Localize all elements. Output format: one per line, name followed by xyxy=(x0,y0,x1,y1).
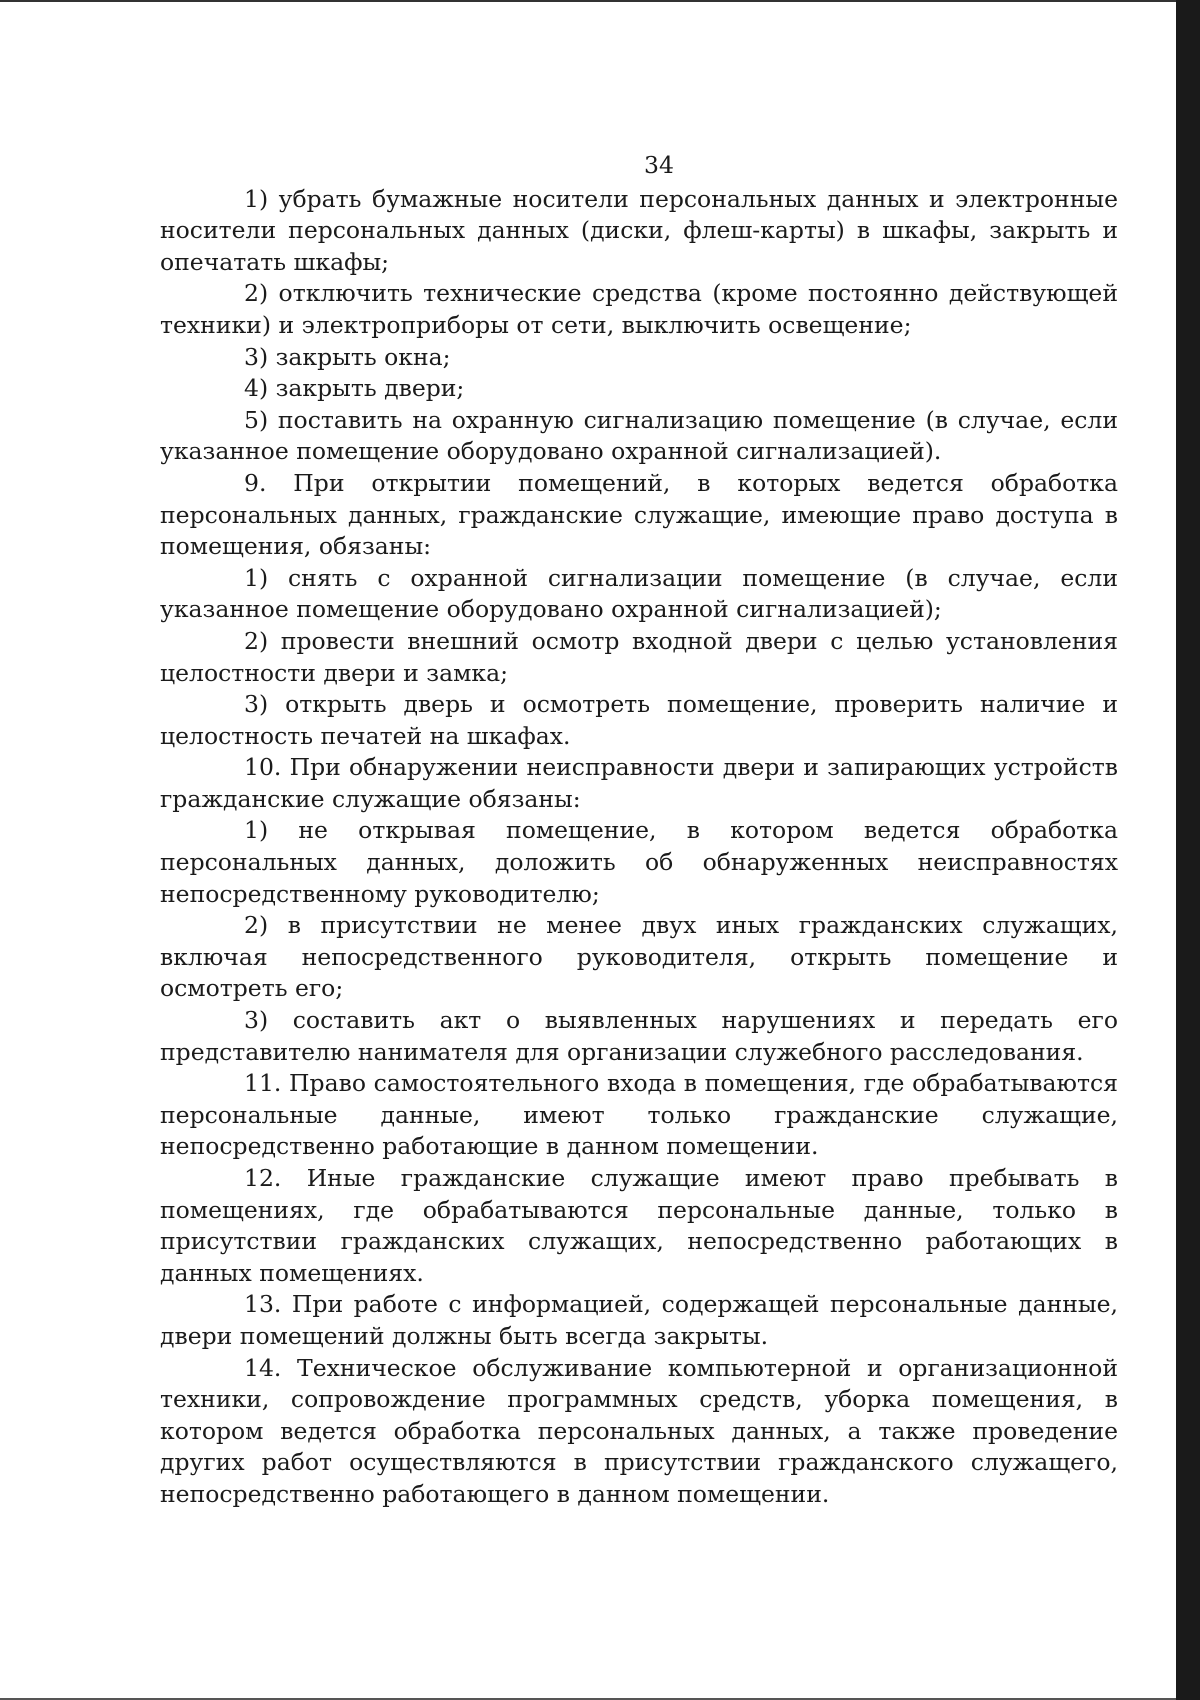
paragraph-item-10-1: 1) не открывая помещение, в котором ведется обработка персональных данных, доложить об обнаруженных неисправностях непосредственному руководителю; xyxy=(160,816,1118,908)
paragraph-section-11: 11. Право самостоятельного входа в помещения, где обрабатываются персональные данные, имеют только гражданские служащие, непосредственно работающие в данном помещении. xyxy=(160,1069,1118,1161)
paragraph-item-10-3: 3) составить акт о выявленных нарушениях и передать его представителю нанимателя для организации служебного расследования. xyxy=(160,1006,1118,1066)
document-page xyxy=(160,150,1118,1511)
paragraph-section-12: 12. Иные гражданские служащие имеют право пребывать в помещениях, где обрабатываются персональные данные, только в присутствии гражданских служащих, непосредственно работающих в данных помещениях. xyxy=(160,1164,1118,1287)
paragraph-item-1: 1) убрать бумажные носители персональных данных и электронные носители персональных данных (диски, флеш-карты) в шкафы, закрыть и опечатать шкафы; xyxy=(160,184,1118,276)
paragraph-section-14: 14. Техническое обслуживание компьютерной и организационной техники, сопровождение программных средств, уборка помещения, в котором ведется обработка персональных данных, а также проведение других работ осуществляются в присутствии гражданского служащего, непосредственно работающего в данном помещении. xyxy=(160,1353,1118,1508)
page-number: 34 xyxy=(644,151,674,179)
paragraph-item-9-2: 2) провести внешний осмотр входной двери с целью установления целостности двери и замка; xyxy=(160,626,1118,687)
paragraph-item-2: 2) отключить технические средства (кроме постоянно действующей техники) и электроприборы от сети, выключить освещение; xyxy=(160,279,1118,339)
paragraph-item-4: 4) закрыть двери; xyxy=(244,374,465,403)
paragraph-item-9-3: 3) открыть дверь и осмотреть помещение, проверить наличие и целостность печатей на шкафах. xyxy=(160,690,1118,750)
scan-border-top xyxy=(0,0,1176,2)
paragraph-item-9-1: 1) снять с охранной сигнализации помещение (в случае, если указанное помещение оборудовано охранной сигнализацией); xyxy=(160,563,1118,624)
paragraph-item-3: 3) закрыть окна; xyxy=(244,342,451,371)
paragraph-section-13: 13. При работе с информацией, содержащей персональные данные, двери помещений должны быть всегда закрыты. xyxy=(160,1290,1118,1350)
paragraph-item-10-2: 2) в присутствии не менее двух иных гражданских служащих, включая непосредственного руководителя, открыть помещение и осмотреть его; xyxy=(160,911,1118,1003)
paragraph-item-5: 5) поставить на охранную сигнализацию помещение (в случае, если указанное помещение оборудовано охранной сигнализацией). xyxy=(160,405,1118,466)
paragraph-section-9: 9. При открытии помещений, в которых ведется обработка персональных данных, гражданские служащие, имеющие право доступа в помещения, обязаны: xyxy=(160,468,1118,561)
scan-border-right xyxy=(1176,0,1200,1700)
paragraph-section-10: 10. При обнаружении неисправности двери и запирающих устройств гражданские служащие обязаны: xyxy=(160,753,1118,813)
